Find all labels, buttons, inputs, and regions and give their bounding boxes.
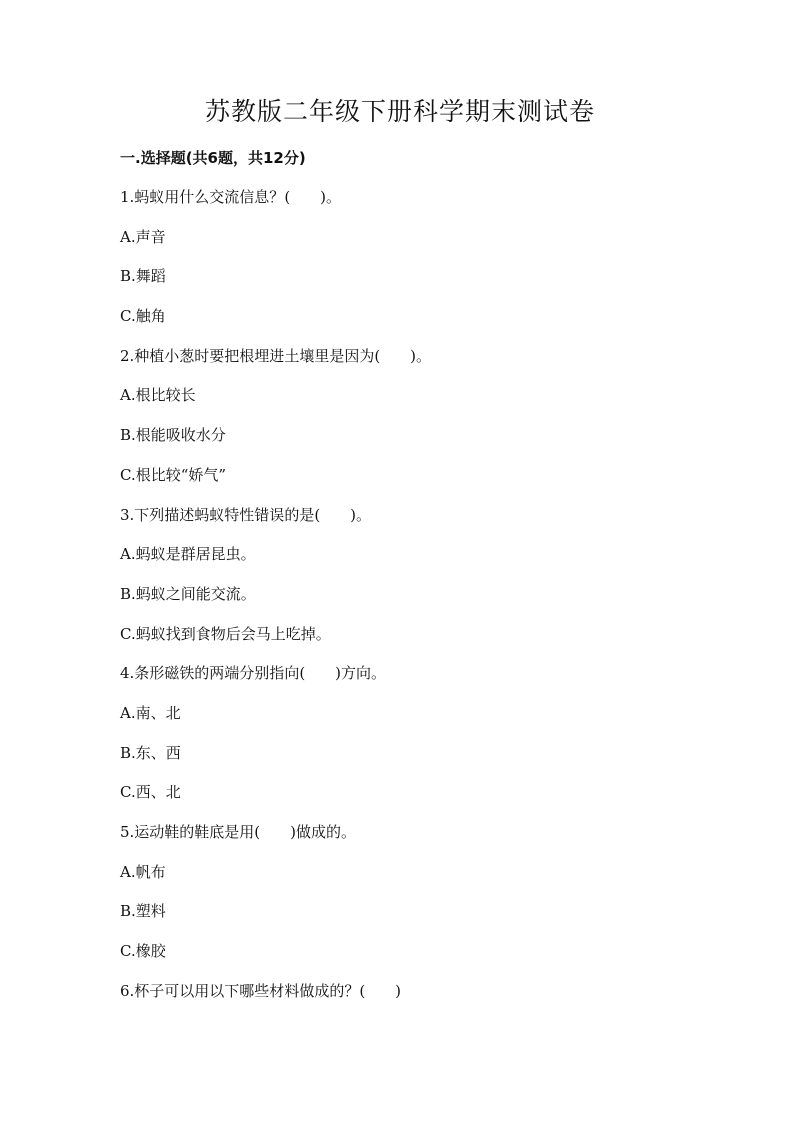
question-1-option-a: A.声音	[120, 227, 166, 246]
question-list	[120, 184, 720, 1017]
question-5-option-b: B.塑料	[120, 902, 166, 921]
section-heading: 一.选择题(共6题，共12分)	[120, 149, 306, 167]
question-1-stem: 1.蚂蚁用什么交流信息？( )。	[120, 188, 342, 206]
question-2-option-c: C.根比较“娇气”	[120, 465, 227, 484]
question-2-stem: 2.种植小葱时要把根埋进土壤里是因为( )。	[120, 346, 432, 365]
question-1-option-b: B.舞蹈	[120, 267, 166, 286]
exam-title: 苏教版二年级下册科学期末测试卷	[204, 97, 595, 126]
question-4-option-c: C.西、北	[120, 783, 181, 802]
question-5-option-c: C.橡胶	[120, 942, 166, 961]
question-3-option-a: A.蚂蚁是群居昆虫。	[120, 545, 256, 564]
question-4-option-a: A.南、北	[120, 703, 181, 722]
question-5-option-a: A.帆布	[120, 862, 166, 881]
question-3-option-b: B.蚂蚁之间能交流。	[120, 584, 256, 603]
question-2-option-a: A.根比较长	[120, 386, 196, 405]
question-3-stem: 3.下列描述蚂蚁特性错误的是( )。	[120, 505, 372, 524]
question-6-stem: 6.杯子可以用以下哪些材料做成的？( )	[120, 981, 402, 1000]
question-2-option-b: B.根能吸收水分	[120, 426, 226, 445]
question-4-option-b: B.东、西	[120, 743, 181, 762]
question-5-stem: 5.运动鞋的鞋底是用( )做成的。	[120, 823, 357, 841]
question-1-option-c: C.触角	[120, 307, 166, 326]
question-3-option-c: C.蚂蚁找到食物后会马上吃掉。	[120, 624, 331, 643]
question-4-stem: 4.条形磁铁的两端分别指向( )方向。	[120, 664, 387, 683]
